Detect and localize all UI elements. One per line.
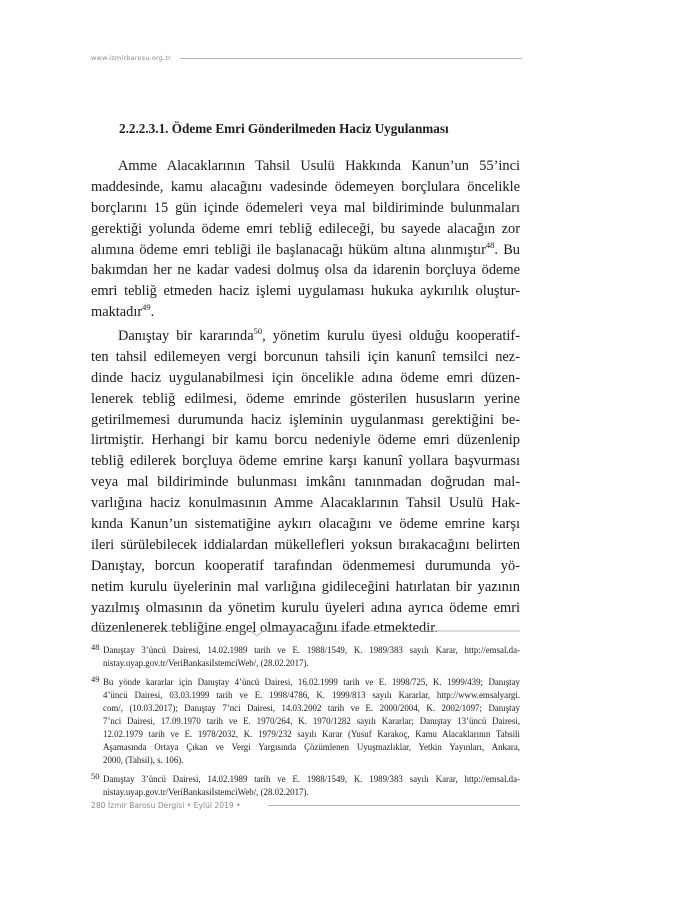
journal-name: İzmir Barosu Dergisi [107, 801, 185, 810]
footnote-number: 50 [91, 771, 100, 781]
text-line: bakımdan her ne kadar vadesi dolmuş olsa da idarenin borçluya ödeme [91, 262, 520, 279]
footnote-number: 49 [91, 674, 100, 684]
page-number: 280 [91, 801, 106, 810]
text-line: lirtmiştir. Herhangi bir kamu borcu nedeniyle ödeme emri düzenlenip [91, 432, 520, 449]
text-fragment: Danıştay bir kararında [118, 328, 254, 344]
text-line: netim kurulu üyelerinin mal varlığına gidileceğini hatırlatan bir yazının [91, 578, 520, 595]
page-footer [91, 801, 241, 810]
footnote-line: Bu yönde kararlar için Danıştay 4’üncü Dairesi, 16.02.1999 tarih ve E. 1998/725, K. 1999/439; Danıştay [103, 677, 520, 687]
footer-separator: • [236, 801, 241, 810]
text-fragment: maktadır [91, 304, 143, 321]
text-line: gerektiği yolunda ödeme emri tebliğ edileceği, bu sayede alacağın zor [91, 220, 520, 237]
paragraph-1 [91, 156, 520, 323]
footnote-line: nistay.uyap.gov.tr/VeriBankasiIstemciWeb/, (28.02.2017). [103, 787, 309, 797]
paragraph-2 [91, 326, 520, 639]
text-line: kında Kanun’un sistematiğine aykırı olacağını ve ödeme emrine karşı [91, 516, 520, 533]
text-line: yazılmış olmasının da yönetim kurulu üyeleri adına ayrıca ödeme emri [91, 599, 520, 616]
footnote-ref-49: 49 [142, 302, 151, 313]
text-line: borçlarını 15 gün içinde ödemeleri veya mal bildiriminde bulunmaları [91, 199, 520, 216]
footnote-line: 2000, (Tahsil), s. 106). [103, 755, 184, 765]
text-fragment: . Bu [494, 241, 520, 258]
issue-date: Eylül 2019 [193, 801, 234, 810]
text-line: düzenlenerek tebliğine engel olmayacağını ifade etmektedir. [91, 620, 438, 637]
footnote-line: 12.02.1979 tarih ve E. 1978/2032, K. 1979/232 sayılı Karar (Yusuf Karakoç, Kamu Alacaklarının Tahsili [103, 729, 520, 739]
text-line: Amme Alacaklarının Tahsil Usulü Hakkında Kanun’un 55’inci [118, 158, 520, 174]
text-line: getirilmemesi durumunda haciz işleminin uygulanması gerektiğini be- [91, 411, 520, 428]
footnote-line: Danıştay 3’üncü Dairesi, 14.02.1989 tarih ve E. 1988/1549, K. 1989/383 sayılı Karar, http://emsal.da- [103, 774, 520, 784]
text-fragment: alımına ödeme emri tebliği ile başlanacağı hüküm altına alınmıştır [91, 241, 486, 258]
text-line: emri tebliğ etmeden haciz işlemi uygulaması hukuka aykırılık oluştur- [91, 283, 520, 300]
footnote-line: Aşamasında Ortaya Çıkan ve Vergi Yargısında Çözümlenen Uyuşmazlıklar, Yetkin Yayınları, Ankara, [103, 742, 520, 752]
footnote-ref-48: 48 [485, 239, 495, 250]
footnote-divider-line [91, 625, 520, 637]
text-line: lenerek tebliğ edilmesi, ödeme emrinde gösterilen hususların yerine [91, 390, 520, 407]
text-line [91, 240, 520, 261]
footnote-line: com/, (10.03.2017); Danıştay 7’nci Dairesi, 14.03.2002 tarih ve E. 2000/2004, K. 2002/1097; Danıştay [103, 703, 520, 713]
text-line: veya mal bildiriminde bulunması imkânı tanınmadan doğrudan mal- [91, 474, 520, 491]
text-fragment: . [150, 304, 155, 321]
text-line [91, 326, 520, 347]
footer-rule [268, 805, 520, 806]
text-fragment: , yönetim kurulu üyesi olduğu kooperatif- [262, 328, 520, 344]
header-rule [180, 58, 522, 59]
footnote-line: 7’nci Dairesi, 17.09.1970 tarih ve E. 1970/264, K. 1970/1282 sayılı Kararlar; Danıştay 13’üncü Dairesi, [103, 716, 520, 726]
footnotes [91, 644, 520, 805]
header-url: www.izmirbarosu.org.tr [91, 54, 171, 62]
text-line: varlığına haciz konulmasının Amme Alacaklarının Tahsil Usulü Hak- [91, 495, 520, 512]
text-line: tebliğ edilerek borçluya ödeme emrine karşı kanunî yollara başvurması [91, 453, 520, 470]
text-line: dinde haciz uygulanabilmesi için öncelikle adına ödeme emri düzen- [91, 369, 520, 386]
footnote-50 [91, 773, 520, 799]
text-line: maddesinde, kamu alacağını vadesinde ödemeyen borçlulara öncelikle [91, 178, 520, 195]
footnote-line: Danıştay 3’üncü Dairesi, 14.02.1989 tarih ve E. 1988/1549, K. 1989/383 sayılı Karar, http://emsal.da- [103, 645, 520, 655]
footnote-line: 4’üncü Dairesi, 03.03.1999 tarih ve E. 1998/4786, K. 1999/813 sayılı Kararlar, http://www.emsalyargi. [103, 690, 520, 700]
footnote-divider [91, 624, 520, 636]
text-line: ten tahsil edilemeyen vergi borcunun tahsili için kanunî temsilci nez- [91, 348, 520, 365]
text-line: Danıştay, borcun kooperatif tarafından ödenmemesi durumunda yö- [91, 557, 520, 574]
footnote-48 [91, 644, 520, 670]
footer-separator: • [186, 801, 192, 810]
footnote-line: nistay.uyap.gov.tr/VeriBankasiIstemciWeb/, (28.02.2017). [103, 658, 309, 668]
section-heading: 2.2.2.3.1. Ödeme Emri Gönderilmeden Haciz Uygulanması [119, 121, 449, 136]
text-line [91, 302, 520, 323]
footnote-49 [91, 676, 520, 767]
footnote-number: 48 [91, 642, 100, 652]
footnote-ref-50: 50 [253, 326, 263, 336]
text-line: ileri sürülebilecek iddialardan mükellefleri yoksun bırakacağını belirten [91, 536, 520, 553]
